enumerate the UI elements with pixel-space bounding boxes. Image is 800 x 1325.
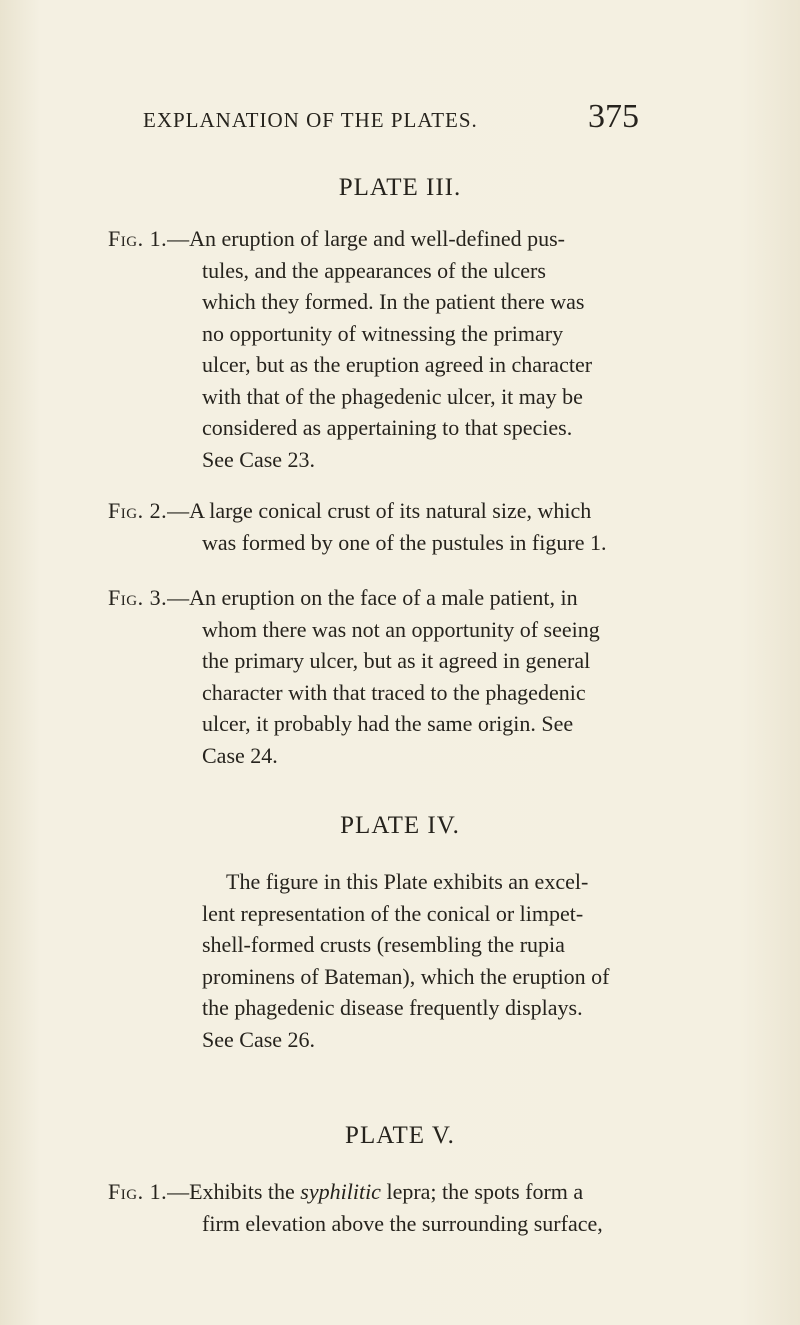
plate-3-fig-1: [108, 223, 668, 475]
fig-text-line: See Case 23.: [202, 446, 316, 472]
page-number: 375: [588, 98, 639, 135]
para-line: See Case 26.: [202, 1026, 316, 1052]
para-line: The figure in this Plate exhibits an excel-: [226, 869, 589, 894]
plate-4-title: PLATE IV.: [340, 812, 460, 839]
fig-text-line: whom there was not an opportunity of seeing: [202, 616, 600, 642]
para-line: lent representation of the conical or limpet-: [202, 900, 584, 926]
plate-4-description: [202, 866, 672, 1055]
fig-text-italic: syphilitic: [300, 1179, 381, 1204]
fig-label: Fig. 3.: [108, 585, 168, 610]
fig-label: Fig. 1.: [108, 226, 168, 251]
fig-text-line: —An eruption on the face of a male patient, in: [167, 585, 578, 610]
fig-label: Fig. 1.: [108, 1179, 168, 1204]
fig-text-line: tules, and the appearances of the ulcers: [202, 257, 546, 283]
para-line: the phagedenic disease frequently displays.: [202, 995, 583, 1020]
fig-label: Fig. 2.: [108, 498, 168, 523]
para-line: shell-formed crusts (resembling the rupia: [202, 932, 565, 957]
plate-3-fig-3: [108, 582, 668, 771]
fig-text-line: was formed by one of the pustules in figure 1.: [202, 529, 607, 555]
fig-text-line: ulcer, it probably had the same origin. See: [202, 711, 574, 736]
fig-text-line: the primary ulcer, but as it agreed in general: [202, 648, 591, 673]
plate-5-fig-1: [108, 1176, 668, 1239]
para-line: prominens of Bateman), which the eruption of: [202, 963, 610, 989]
fig-text-line: with that of the phagedenic ulcer, it may be: [202, 383, 583, 409]
fig-text-line: Case 24.: [202, 742, 278, 768]
fig-text-line: ulcer, but as the eruption agreed in character: [202, 352, 593, 377]
plate-5-title: PLATE V.: [345, 1122, 455, 1149]
running-title: EXPLANATION OF THE PLATES.: [143, 108, 478, 132]
fig-text-line: firm elevation above the surrounding surface,: [202, 1210, 603, 1236]
plate-3-fig-2: [108, 495, 668, 558]
fig-text-line: which they formed. In the patient there was: [202, 289, 585, 314]
plate-3-title: PLATE III.: [338, 174, 462, 201]
fig-text-segment: lepra; the spots form a: [380, 1179, 584, 1204]
fig-text-line: considered as appertaining to that species.: [202, 415, 573, 440]
fig-text-line: character with that traced to the phagedenic: [202, 679, 586, 705]
fig-text-line: —A large conical crust of its natural size, which: [167, 498, 592, 523]
fig-text-segment: —Exhibits the: [167, 1179, 301, 1204]
fig-text-line: —An eruption of large and well-defined pus-: [167, 226, 566, 251]
fig-text-line: no opportunity of witnessing the primary: [202, 320, 564, 346]
